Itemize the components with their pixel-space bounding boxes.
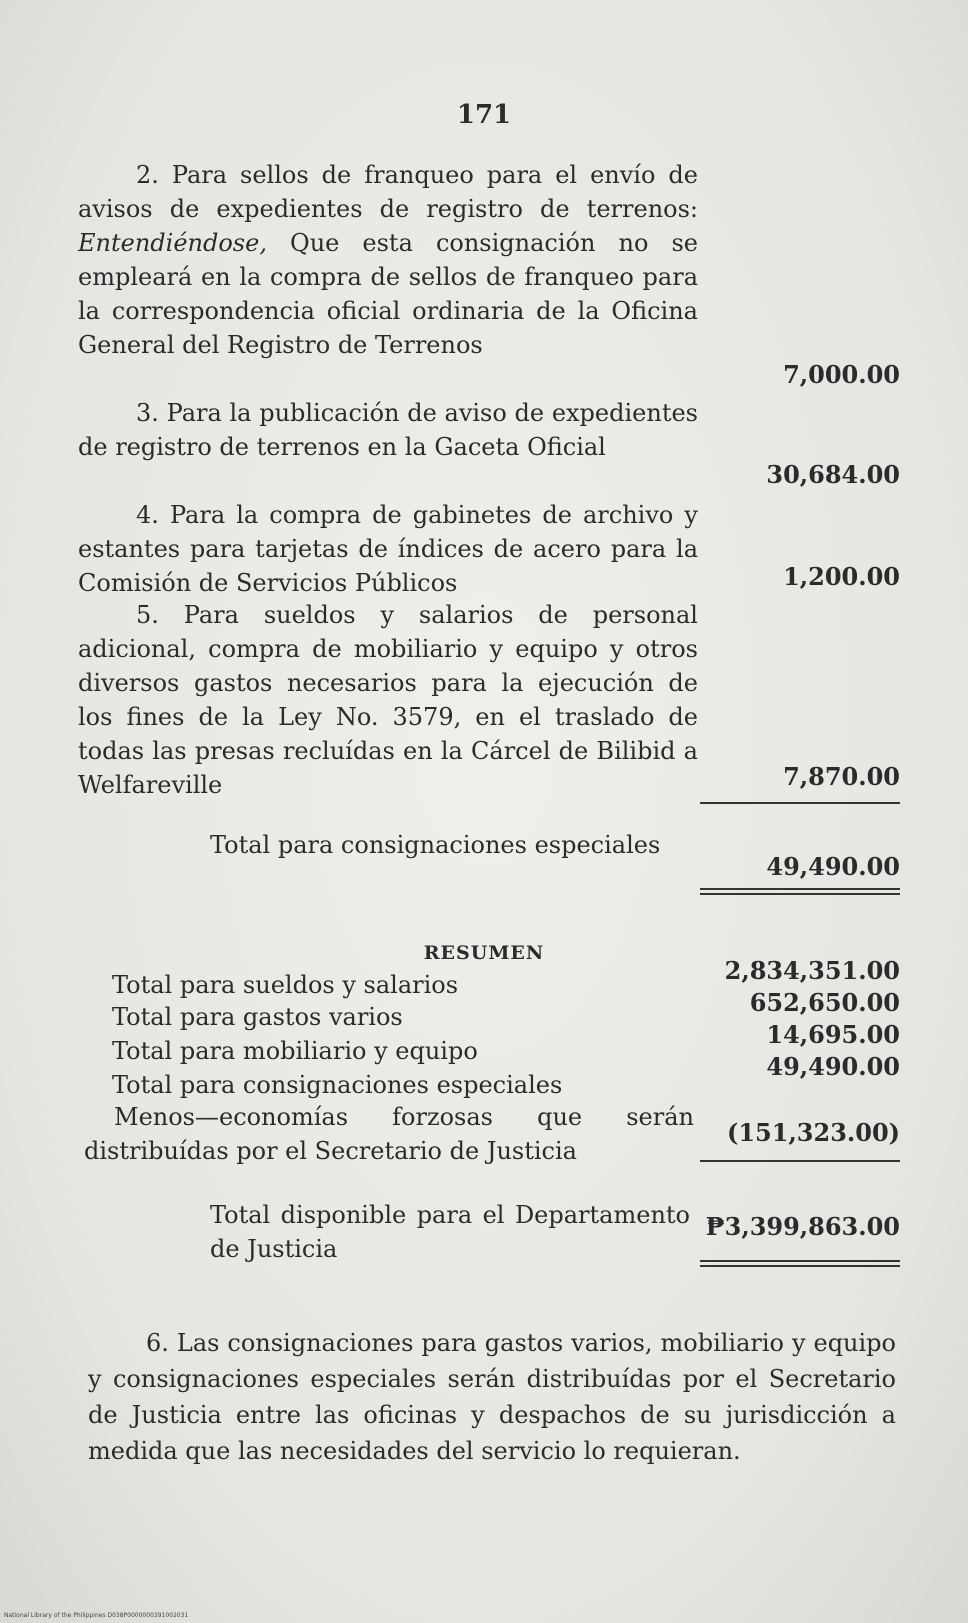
resumen-line-special: Total para consignaciones especiales	[112, 1071, 563, 1099]
appropriation-item-3	[78, 396, 698, 464]
item-2-amount: 7,000.00	[783, 360, 900, 389]
item-number: 2.	[136, 161, 159, 189]
special-total-label: Total para consignaciones especiales	[210, 831, 661, 859]
resumen-line-savings	[84, 1100, 694, 1168]
paragraph-6-number: 6.	[146, 1329, 169, 1357]
resumen-amount-special: 49,490.00	[766, 1052, 900, 1081]
item-number: 4.	[136, 501, 159, 529]
special-total-double-rule	[700, 888, 900, 895]
appropriation-item-5	[78, 598, 698, 802]
item-text: Para sueldos y salarios de personal adicional, compra de mobiliario y equipo y otros diversos gastos necesarios para la ejecución de los fines de la Ley No. 3579, en el traslado de todas las presas recluídas en la Cárcel de Bilibid a Welfareville	[78, 601, 698, 799]
grand-total-double-rule	[700, 1260, 900, 1267]
grand-total-amount: ₱3,399,863.00	[705, 1212, 900, 1241]
paragraph-6	[88, 1325, 896, 1469]
item-text: Para la compra de gabinetes de archivo y estantes para tarjetas de índices de acero para la Comisión de Servicios Públicos	[78, 501, 698, 597]
item-text-continued: Que esta consignación no se empleará en la compra de sellos de franqueo para la correspondencia oficial ordinaria de la Oficina General del Registro de Terrenos	[78, 229, 698, 359]
item-number: 5.	[136, 601, 159, 629]
resumen-amount-various: 652,650.00	[749, 988, 900, 1017]
resumen-amount-furniture: 14,695.00	[766, 1020, 900, 1049]
resumen-amount-savings: (151,323.00)	[726, 1118, 900, 1147]
resumen-line-various: Total para gastos varios	[112, 1003, 403, 1031]
resumen-amount-salaries: 2,834,351.00	[724, 956, 900, 985]
resumen-rule	[700, 1160, 900, 1162]
item-3-amount: 30,684.00	[766, 460, 900, 489]
paragraph-6-text: Las consignaciones para gastos varios, mobiliario y equipo y consignaciones especiales serán distribuídas por el Secretario de Justicia entre las oficinas y despachos de su jurisdicción a medida que las necesidades del servicio lo requieran.	[88, 1329, 896, 1465]
item-text: Para sellos de franqueo para el envío de avisos de expedientes de registro de terrenos:	[78, 161, 698, 223]
item-4-amount: 1,200.00	[783, 562, 900, 591]
scan-footer: National Library of the Philippines D038P0000000391002031	[4, 1612, 189, 1619]
item-text: Para la publicación de aviso de expedientes de registro de terrenos en la Gaceta Oficial	[78, 399, 698, 461]
resumen-line-salaries: Total para sueldos y salarios	[112, 971, 459, 999]
special-total-amount: 49,490.00	[766, 852, 900, 881]
appropriation-item-4	[78, 498, 698, 600]
grand-total-label: Total disponible para el Departamento de Justicia	[210, 1201, 690, 1263]
item-5-amount: 7,870.00	[783, 762, 900, 791]
item-italic-text: Entendiéndose,	[78, 229, 267, 257]
item-number: 3.	[136, 399, 159, 427]
resumen-savings-label: Menos—economías forzosas que serán distribuídas por el Secretario de Justicia	[84, 1103, 694, 1165]
page-number: 171	[456, 100, 512, 130]
resumen-heading: RESUMEN	[423, 942, 545, 964]
appropriation-item-2	[78, 158, 698, 362]
resumen-line-furniture: Total para mobiliario y equipo	[112, 1037, 478, 1065]
subtotal-rule	[700, 802, 900, 804]
